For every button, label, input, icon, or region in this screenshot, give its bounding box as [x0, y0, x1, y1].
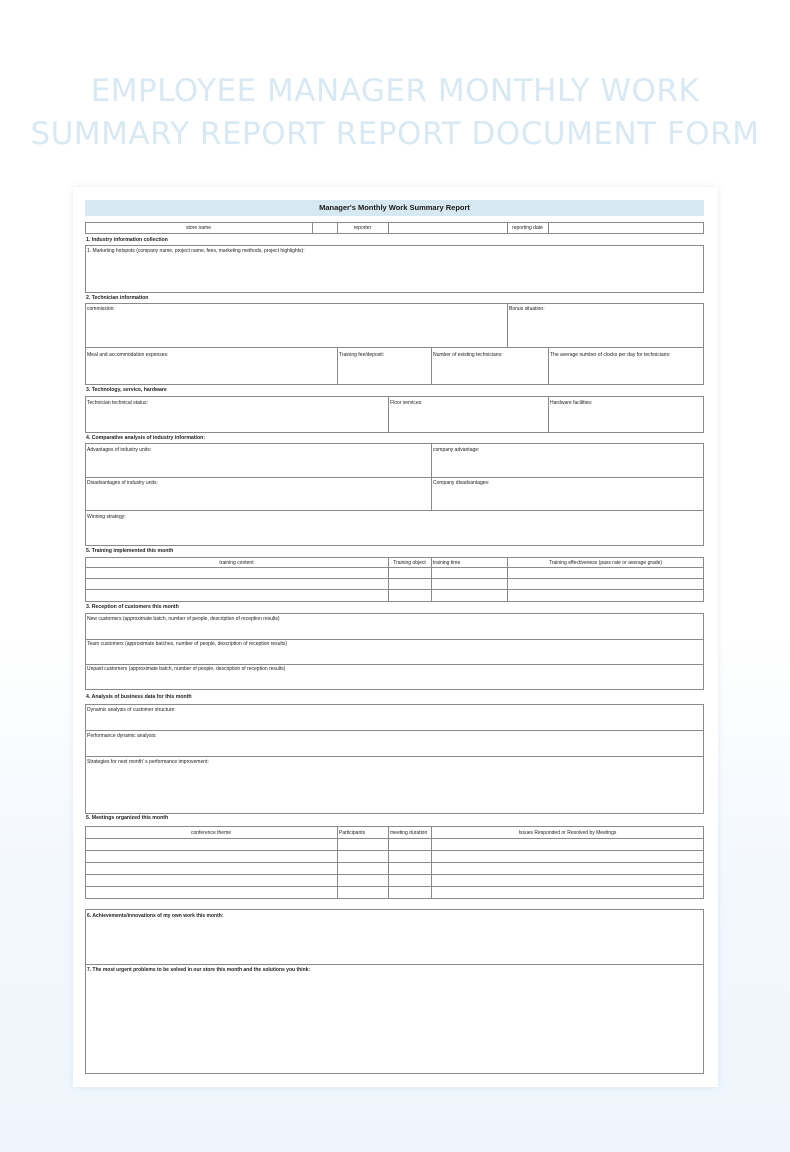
divider: [85, 477, 704, 478]
divider: [337, 826, 338, 899]
divider: [388, 826, 389, 899]
divider: [548, 347, 549, 385]
commission-field[interactable]: commission:: [87, 306, 115, 312]
form-title: Manager's Monthly Work Summary Report: [85, 200, 704, 216]
divider: [85, 874, 704, 875]
achievements-field[interactable]: 6. Achievements/innovations of my own work this month:: [87, 913, 224, 919]
issues-resolved-header: Issues Responded or Resolved by Meetings: [518, 830, 617, 836]
bonus-situation-field[interactable]: Bonus situation:: [509, 306, 545, 312]
section-reception-title: 3. Reception of customers this month: [86, 604, 179, 610]
divider: [85, 589, 704, 590]
divider: [548, 396, 549, 433]
divider: [431, 557, 432, 602]
technician-info-table: [85, 303, 704, 385]
divider: [85, 964, 704, 965]
reporting-date-field[interactable]: [548, 222, 704, 234]
store-name-label: store name: [185, 225, 211, 231]
store-name-field[interactable]: [312, 222, 337, 234]
industry-disadvantages-field[interactable]: Disadvantages of industry units:: [87, 480, 158, 486]
section-industry-info-title: 1. Industry information collection: [86, 237, 168, 243]
section-comparative-title: 4. Comparative analysis of industry information:: [86, 435, 206, 441]
section-technology-title: 3. Technology, service, hardware: [86, 387, 167, 393]
floor-services-field[interactable]: Floor services:: [390, 400, 423, 406]
divider: [85, 850, 704, 851]
divider: [85, 838, 704, 839]
conference-theme-header: conference theme: [190, 830, 232, 836]
urgent-problems-field[interactable]: 7. The most urgent problems to be solved in our store this month and the solutions you think:: [87, 967, 311, 973]
divider: [431, 443, 432, 510]
training-object-header: Training object: [393, 560, 426, 566]
new-customers-field[interactable]: New customers (approximate batch, number of people, description of reception results): [87, 616, 280, 622]
section-technician-info-title: 2. Technician information: [86, 295, 149, 301]
improvement-strategies-field[interactable]: Strategies for next month’ s performance improvement:: [87, 759, 209, 765]
divider: [85, 756, 704, 757]
document-title-line-2: SUMMARY REPORT REPORT DOCUMENT FORM: [30, 116, 760, 152]
divider: [431, 826, 432, 899]
training-time-header: training time: [433, 560, 461, 566]
divider: [388, 396, 389, 433]
divider: [507, 303, 508, 347]
winning-strategy-field[interactable]: Winning strategy:: [87, 514, 126, 520]
document-title: [0, 70, 790, 156]
training-effectiveness-header: Training effectiveness (pass rate or average grade): [548, 560, 663, 566]
team-customers-field[interactable]: Team customers (approximate batches, number of people, description of reception results): [87, 641, 288, 647]
divider: [85, 862, 704, 863]
divider: [85, 567, 704, 568]
divider: [85, 639, 704, 640]
section-business-data-title: 4. Analysis of business data for this month: [86, 694, 192, 700]
reporting-date-label: reporting date: [512, 225, 543, 231]
participants-header: Participants: [339, 830, 366, 836]
divider: [431, 347, 432, 385]
divider: [85, 347, 704, 348]
reception-table: [85, 613, 704, 690]
divider: [85, 730, 704, 731]
performance-analysis-field[interactable]: Performance dynamic analysis:: [87, 733, 157, 739]
meal-accommodation-field[interactable]: Meal and accommodation expenses:: [87, 352, 169, 358]
training-fee-field[interactable]: Training fee/deposit:: [339, 352, 385, 358]
section-meetings-title: 5. Meetings organized this month: [86, 815, 169, 821]
meeting-duration-header: meeting duration: [390, 830, 428, 836]
existing-technicians-field[interactable]: Number of existing technicians:: [433, 352, 503, 358]
technician-status-field[interactable]: Technician technical status:: [87, 400, 148, 406]
hardware-facilities-field[interactable]: Hardware facilities:: [550, 400, 593, 406]
divider: [337, 347, 338, 385]
unpaid-customers-field[interactable]: Unpaid customers (approximate batch, number of people, description of reception results): [87, 666, 286, 672]
marketing-hotspots-label: 1. Marketing hotspots (company name, project name, fees, marketing methods, project highlights):: [87, 248, 305, 254]
industry-advantages-field[interactable]: Advantages of industry units:: [87, 447, 152, 453]
divider: [85, 886, 704, 887]
company-disadvantages-field[interactable]: Company disadvantages:: [433, 480, 490, 486]
reporter-field[interactable]: [388, 222, 507, 234]
company-advantage-field[interactable]: company advantage:: [433, 447, 480, 453]
achievements-and-problems-table: [85, 909, 704, 1074]
reporter-label: reporter: [353, 225, 372, 231]
training-content-header: training content: [219, 560, 254, 566]
comparative-table: [85, 443, 704, 546]
section-training-title: 5. Training implemented this month: [86, 548, 174, 554]
divider: [85, 510, 704, 511]
customer-structure-field[interactable]: Dynamic analysis of customer structure:: [87, 707, 176, 713]
divider: [85, 578, 704, 579]
document-title-line-1: EMPLOYEE MANAGER MONTHLY WORK: [90, 73, 700, 109]
divider: [85, 664, 704, 665]
average-clocks-field[interactable]: The average number of clocks per day for technicians:: [550, 352, 671, 358]
